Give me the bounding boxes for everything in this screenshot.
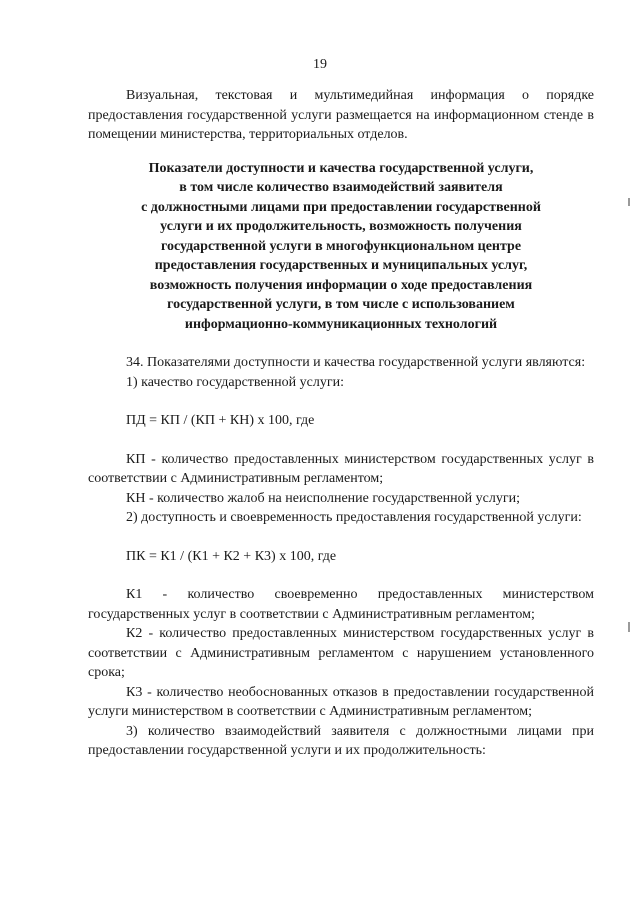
heading-line: услуги и их продолжительность, возможность получения bbox=[160, 219, 522, 234]
paragraph-34: 34. Показателями доступности и качества государственной услуги являются: bbox=[126, 355, 586, 370]
list-item-1: 1) качество государственной услуги: bbox=[126, 374, 344, 390]
intro-paragraph: Визуальная, текстовая и мультимедийная информация о порядке предоставления государственной услуги размещается на информационном стенде в помещении министерства, территориальных отделов. bbox=[88, 88, 594, 142]
definition-kn: КН - количество жалоб на неисполнение государственной услуги; bbox=[126, 490, 520, 506]
heading-line: предоставления государственных и муниципальных услуг, bbox=[154, 258, 528, 273]
page-number: 19 bbox=[313, 57, 327, 72]
formula-quality: ПД = КП / (КП + КН) х 100, где bbox=[126, 413, 315, 428]
list-item-3: 3) количество взаимодействий заявителя с должностными лицами при предоставлении государственной услуги и их продолжительность: bbox=[88, 723, 594, 758]
heading-line: информационно-коммуникационных технологий bbox=[184, 316, 498, 332]
formula-accessibility: ПК = К1 / (К1 + К2 + К3) х 100, где bbox=[126, 548, 337, 564]
definition-k2: К2 - количество предоставленных министерством государственных услуг в соответствии с Административным регламентом с нарушением установленного срока; bbox=[88, 626, 594, 680]
scan-margin-mark bbox=[628, 622, 630, 632]
heading-line: государственной услуги, в том числе с использованием bbox=[167, 297, 515, 312]
heading-line: с должностными лицами при предоставлении государственной bbox=[141, 199, 541, 215]
page-content bbox=[88, 86, 594, 761]
definition-kp: КП - количество предоставленных министерством государственных услуг в соответствии с Административным регламентом; bbox=[88, 451, 594, 486]
scan-margin-mark bbox=[628, 198, 630, 206]
heading-line: в том числе количество взаимодействий заявителя bbox=[179, 180, 503, 195]
heading-line: государственной услуги в многофункциональном центре bbox=[160, 238, 522, 254]
definition-k1: К1 - количество своевременно предоставленных министерством государственных услуг в соответствии с Административным регламентом; bbox=[88, 587, 594, 622]
definition-k3: К3 - количество необоснованных отказов в предоставлении государственной услуги министерством в соответствии с Административным регламентом; bbox=[88, 684, 594, 719]
section-heading bbox=[88, 159, 594, 335]
heading-line: возможность получения информации о ходе предоставления bbox=[149, 277, 533, 293]
heading-line: Показатели доступности и качества государственной услуги, bbox=[148, 160, 534, 176]
list-item-2: 2) доступность и своевременность предоставления государственной услуги: bbox=[126, 510, 582, 525]
